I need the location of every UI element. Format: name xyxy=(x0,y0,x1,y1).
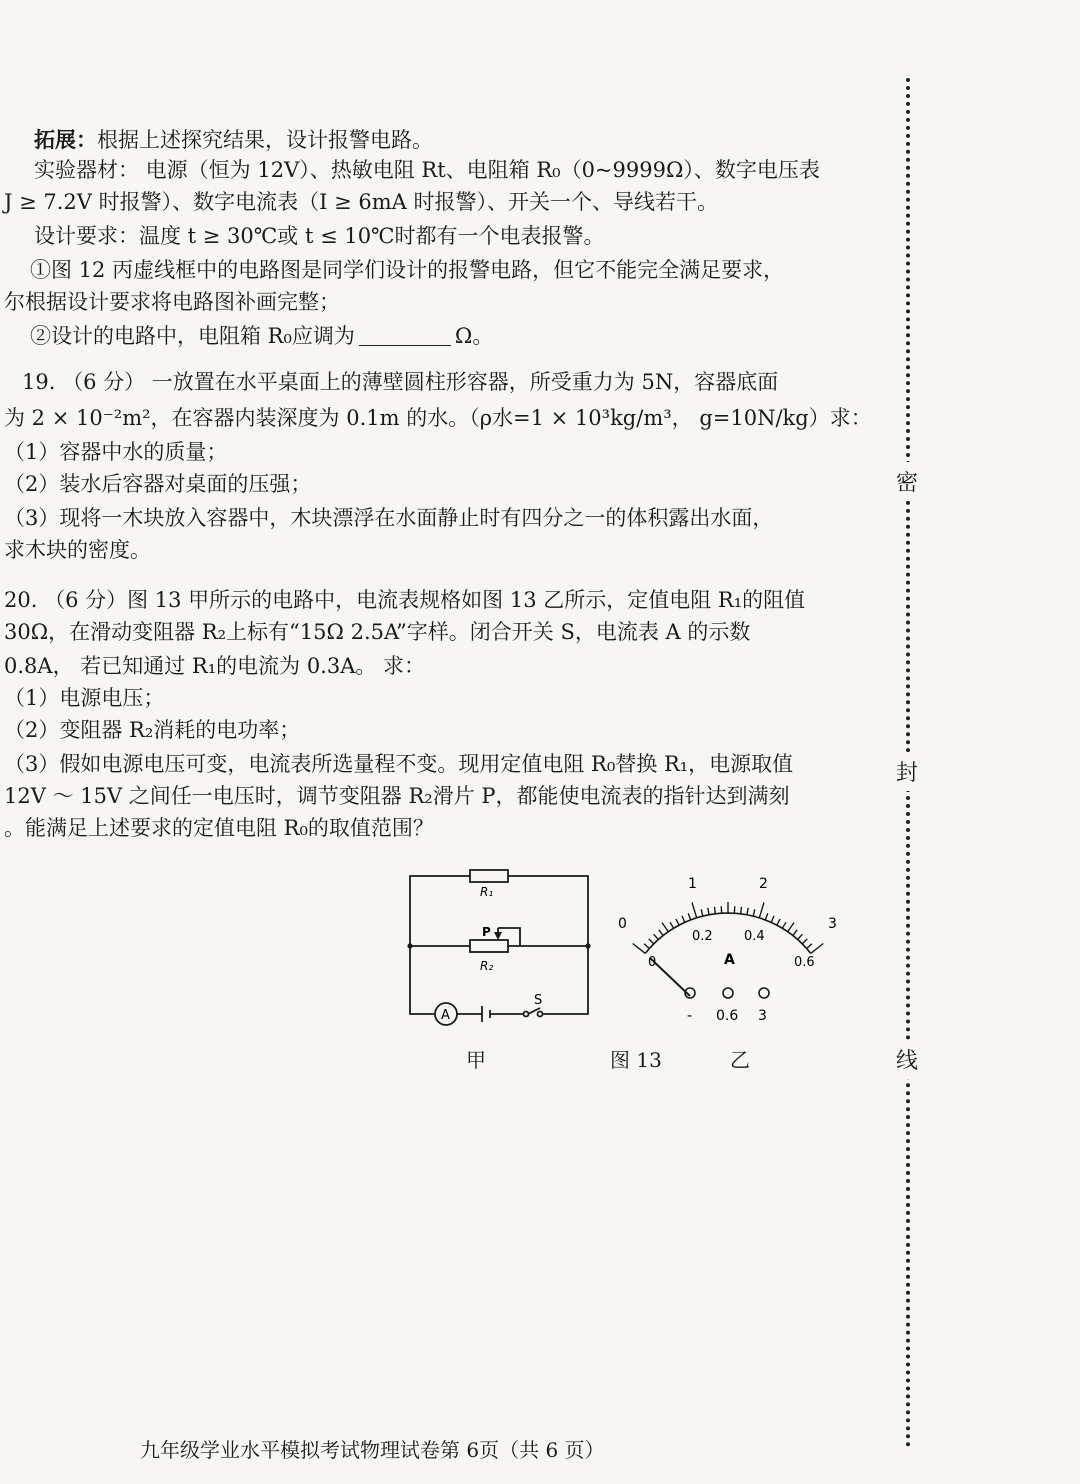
dial-tick xyxy=(793,930,797,936)
page-footer: 九年级学业水平模拟考试物理试卷第 6页（共 6 页） xyxy=(140,1438,605,1462)
dial-tick xyxy=(753,909,755,916)
question-20-line: （1）电源电压； xyxy=(4,686,165,710)
question-20-line: 12V ～ 15V 之间任一电压时，调节变阻器 R₂滑片 P，都能使电流表的指针达到满刻 xyxy=(4,784,790,808)
dial-tick xyxy=(765,913,768,920)
dial-tick xyxy=(741,907,742,914)
top-scale-3: 3 xyxy=(828,916,837,932)
caption-yi: 乙 xyxy=(730,1048,750,1072)
question-19-line: （1）容器中水的质量； xyxy=(4,440,228,464)
top-scale-1: 1 xyxy=(688,876,697,892)
dial-tick xyxy=(721,906,722,913)
dial-tick xyxy=(771,916,774,922)
dial-tick xyxy=(654,934,659,939)
dial-tick xyxy=(692,903,697,918)
bottom-scale-0: 0 xyxy=(648,955,657,970)
dial-tick xyxy=(659,930,663,936)
circuit-diagram xyxy=(400,860,600,1035)
terminal-minus: - xyxy=(687,1008,693,1024)
dial-tick xyxy=(802,939,807,944)
dial-tick xyxy=(759,903,764,918)
dial-tick xyxy=(811,944,824,954)
dial-tick xyxy=(682,916,685,922)
question-20-line: 0.8A， 若已知通过 R₁的电流为 0.3A。 求： xyxy=(4,654,426,678)
r1-label: R₁ xyxy=(480,885,494,899)
question-20-line: 30Ω，在滑动变阻器 R₂上标有“15Ω 2.5A”字样。闭合开关 S，电流表 A 的示数 xyxy=(4,620,751,644)
question-20-line: （2）变阻器 R₂消耗的电功率； xyxy=(4,718,301,742)
dial-tick xyxy=(676,919,679,925)
dial-tick xyxy=(747,908,748,915)
text-line xyxy=(30,322,493,350)
bottom-scale-02: 0.2 xyxy=(692,929,713,944)
question-20-line: 20. （6 分）图 13 甲所示的电路中，电流表规格如图 13 乙所示，定值电阻 R₁的阻值 xyxy=(4,588,806,612)
margin-char-xian: 线 xyxy=(896,1040,918,1079)
switch-label: S xyxy=(534,993,543,1008)
dial-tick xyxy=(649,939,654,944)
question-20-line: 。能满足上述要求的定值电阻 R₀的取值范围？ xyxy=(4,816,434,840)
caption-jia: 甲 xyxy=(466,1048,486,1072)
bottom-scale-06: 0.6 xyxy=(794,955,815,970)
text-line: 设计要求：温度 t ≥ 30℃或 t ≤ 10℃时都有一个电表报警。 xyxy=(34,224,605,248)
r2-label: R₂ xyxy=(480,959,494,973)
top-scale-2: 2 xyxy=(759,876,768,892)
dial-tick xyxy=(777,919,780,925)
margin-char-feng: 封 xyxy=(896,752,918,791)
ammeter-label: A xyxy=(441,1008,450,1023)
dial-tick xyxy=(798,934,803,939)
text-line: 实验器材： 电源（恒为 12V）、热敏电阻 Rt、电阻箱 R₀（0~9999Ω）、数字电压表 xyxy=(34,158,820,182)
dial-tick xyxy=(662,923,668,932)
dial-tick xyxy=(782,922,786,928)
question-19-line: 19. （6 分） 一放置在水平桌面上的薄壁圆柱形容器，所受重力为 5N，容器底面 xyxy=(22,370,779,394)
dial-tick xyxy=(670,922,674,928)
caption-figure-13: 图 13 xyxy=(610,1048,662,1072)
question-19-line: 为 2 × 10⁻²m²，在容器内装深度为 0.1m 的水。（ρ水=1 × 10³kg/m³， g=10N/kg）求： xyxy=(4,406,872,430)
terminal-06: 0.6 xyxy=(716,1008,739,1024)
dial-tick xyxy=(633,944,646,954)
question-text: ②设计的电路中，电阻箱 R₀应调为 xyxy=(30,324,355,348)
answer-blank[interactable] xyxy=(359,325,451,346)
dial-tick xyxy=(644,944,649,949)
extension-label: 拓展： xyxy=(34,127,97,152)
dial-tick xyxy=(708,908,709,915)
dial-tick xyxy=(701,909,703,916)
terminal-3: 3 xyxy=(758,1008,767,1024)
dial-tick xyxy=(734,906,735,913)
dial-tick xyxy=(807,944,812,949)
extension-text: 根据上述探究结果，设计报警电路。 xyxy=(97,128,433,152)
dial-tick xyxy=(788,923,794,932)
dial-tick xyxy=(688,913,691,920)
ammeter-dial xyxy=(608,868,848,1028)
slider-p-label: P xyxy=(482,925,491,939)
text-line: 尔根据设计要求将电路图补画完整； xyxy=(4,290,340,314)
meter-unit: A xyxy=(724,952,735,968)
dial-tick xyxy=(715,907,716,914)
margin-char-mi: 密 xyxy=(896,462,918,501)
bottom-scale-04: 0.4 xyxy=(744,929,765,944)
unit-text: Ω。 xyxy=(454,324,494,348)
question-19-line: 求木块的密度。 xyxy=(4,538,151,562)
question-20-line: （3）假如电源电压可变，电流表所选量程不变。现用定值电阻 R₀替换 R₁，电源取值 xyxy=(4,752,794,776)
question-19-line: （2）装水后容器对桌面的压强； xyxy=(4,472,312,496)
text-line: J ≥ 7.2V 时报警）、数字电流表（I ≥ 6mA 时报警）、开关一个、导线若干。 xyxy=(4,190,718,214)
text-line xyxy=(34,126,433,154)
question-19-line: （3）现将一木块放入容器中，木块漂浮在水面静止时有四分之一的体积露出水面， xyxy=(4,506,774,530)
top-scale-0: 0 xyxy=(618,916,627,932)
text-line: ①图 12 丙虚线框中的电路图是同学们设计的报警电路，但它不能完全满足要求， xyxy=(30,258,785,282)
